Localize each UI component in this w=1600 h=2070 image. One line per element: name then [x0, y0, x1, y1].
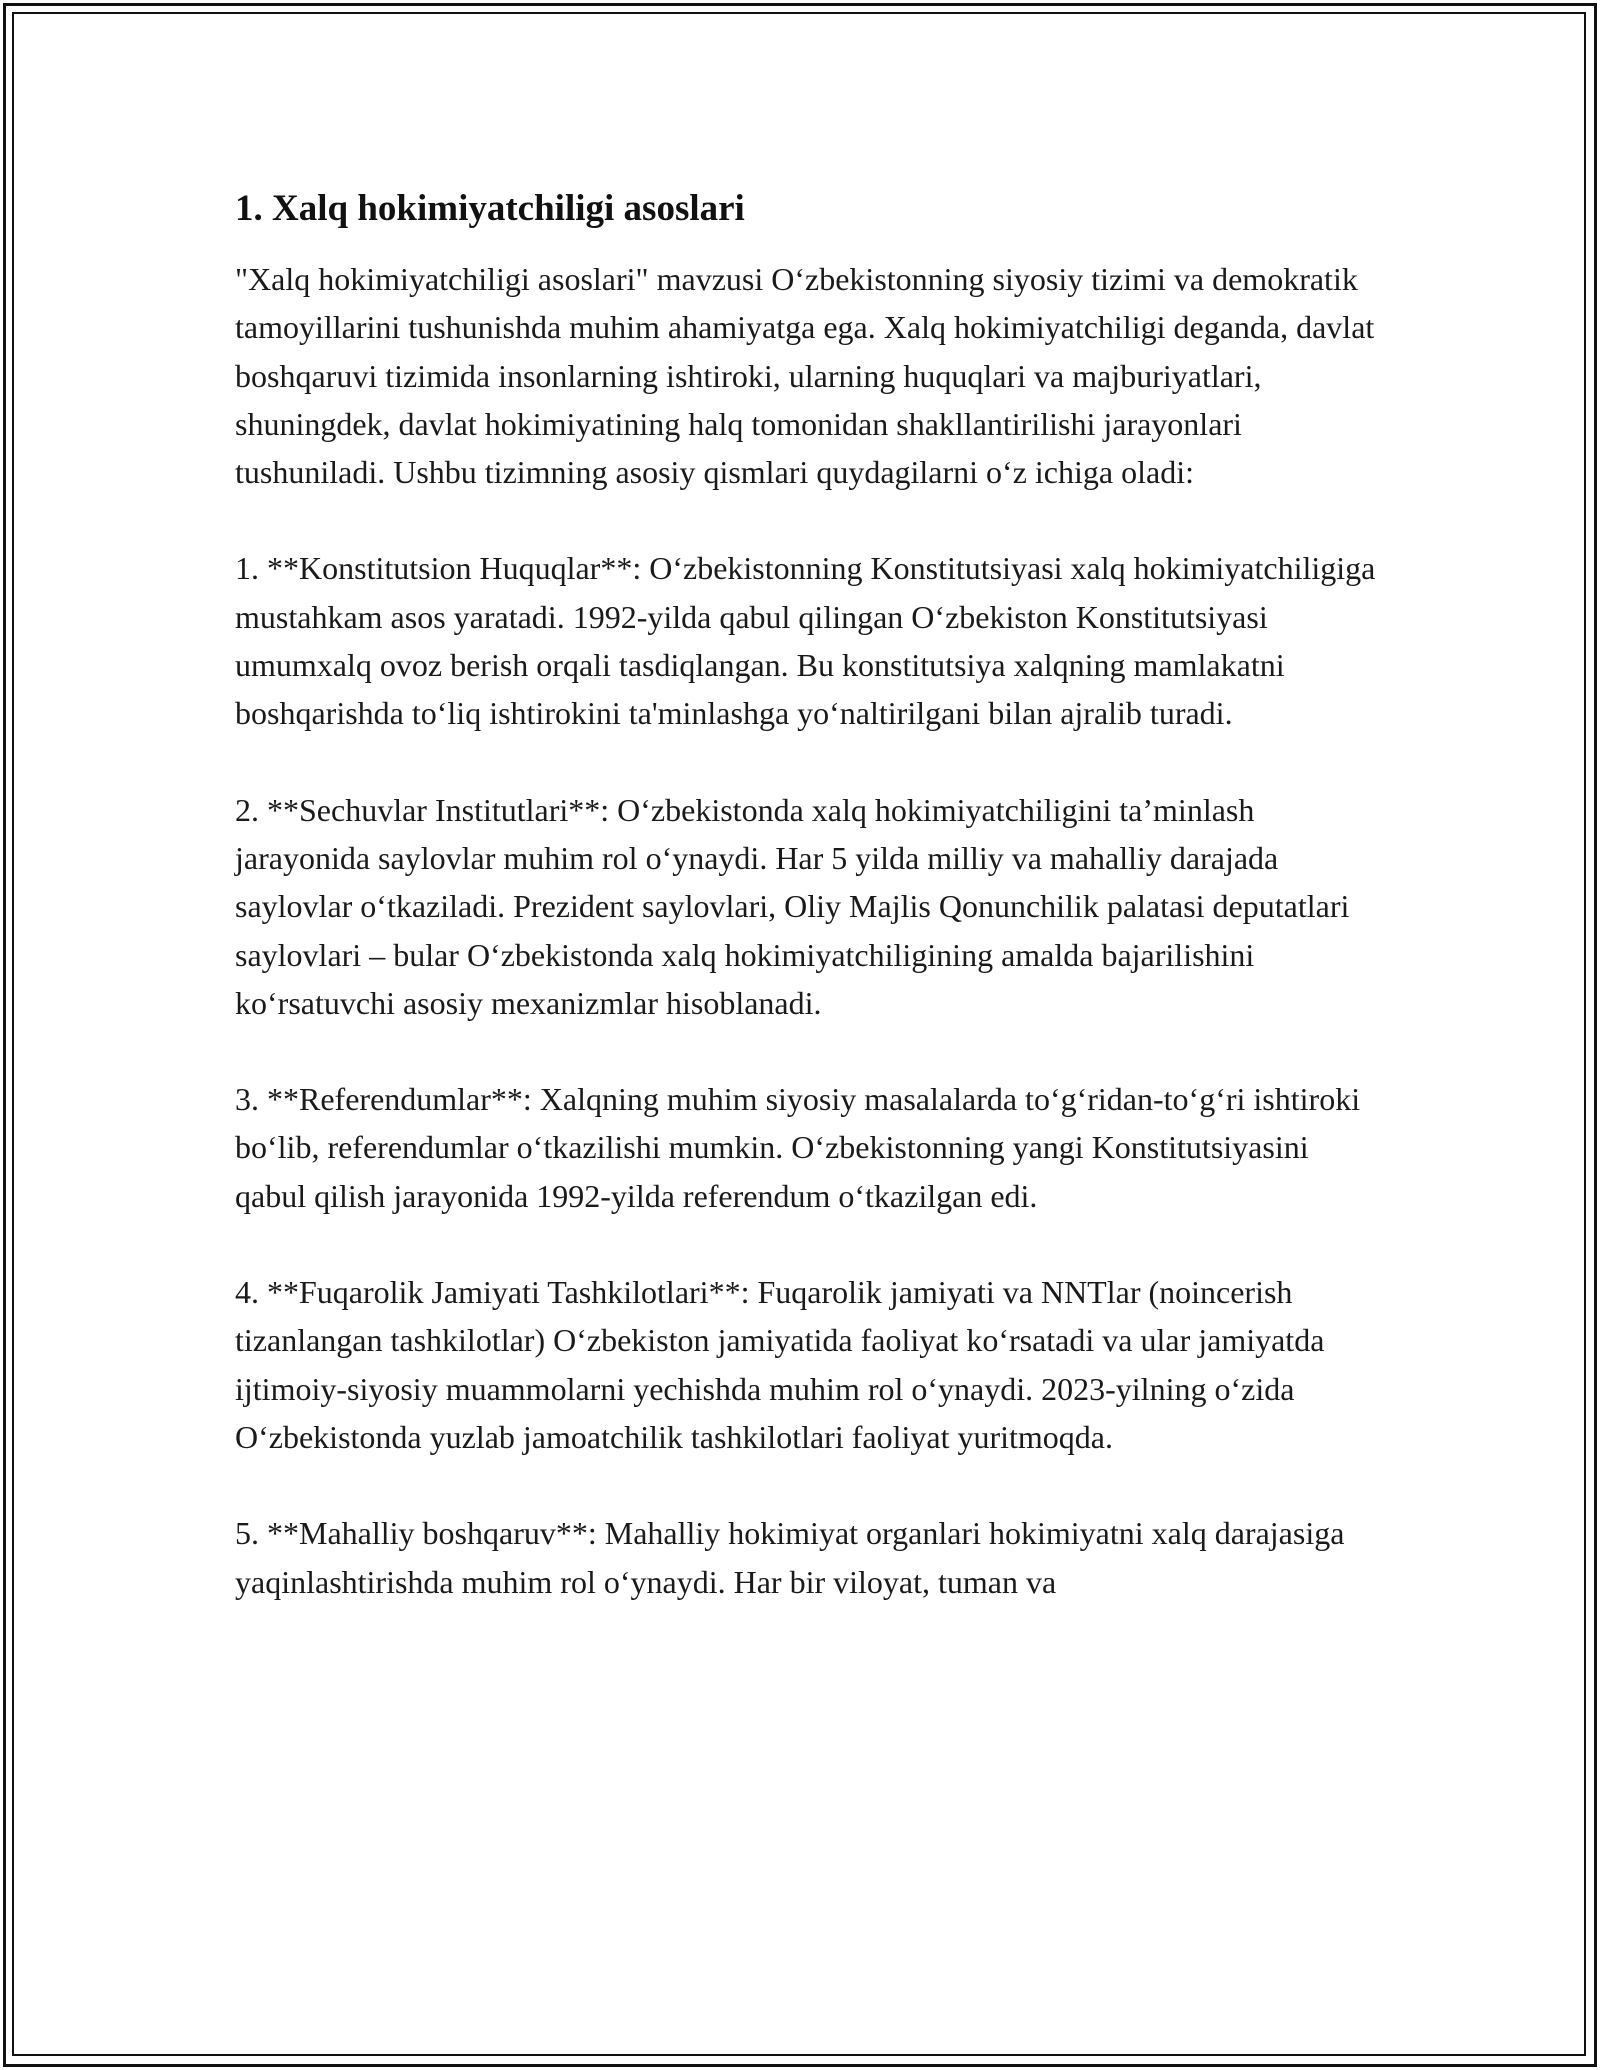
paragraph-fuqarolik-jamiyati: 4. **Fuqarolik Jamiyati Tashkilotlari**: Fuqarolik jamiyati va NNTlar (noincerish tizanlangan tashkilotlar) O‘zbekiston jamiyatida faoliyat ko‘rsatadi va ular jamiyatda ijtimoiy-siyosiy muammolarni yechishda muhim rol o‘ynaydi. 2023-yilning o‘zida O‘zbekistonda yuzlab jamoatchilik tashkilotlari faoliyat yuritmoqda.: [235, 1274, 1325, 1455]
paragraph-konstitutsion-huquqlar: 1. **Konstitutsion Huquqlar**: O‘zbekistonning Konstitutsiyasi xalq hokimiyatchiligiga mustahkam asos yaratadi. 1992-yilda qabul qilingan O‘zbekiston Konstitutsiyasi umumxalq ovoz berish orqali tasdiqlangan. Bu konstitutsiya xalqning mamlakatni boshqarishda to‘liq ishtirokini ta'minlashga yo‘naltirilgani bilan ajralib turadi.: [235, 550, 1376, 732]
document-body: [235, 185, 1380, 1654]
paragraph-mahalliy-boshqaruv: 5. **Mahalliy boshqaruv**: Mahalliy hokimiyat organlari hokimiyatni xalq darajasiga yaqinlashtirishda muhim rol o‘ynaydi. Har bir viloyat, tuman va: [235, 1515, 1345, 1600]
document-title: 1. Xalq hokimiyatchiligi asoslari: [235, 188, 745, 229]
paragraph-sechuvlar-institutlari: 2. **Sechuvlar Institutlari**: O‘zbekistonda xalq hokimiyatchiligini ta’minlash jarayonida saylovlar muhim rol o‘ynaydi. Har 5 yilda milliy va mahalliy darajada saylovlar o‘tkaziladi. Prezident saylovlari, Oliy Majlis Qonunchilik palatasi deputatlari saylovlari – bular O‘zbekistonda xalq hokimiyatchiligining amalda bajarilishini ko‘rsatuvchi asosiy mexanizmlar hisoblanadi.: [235, 791, 1350, 1021]
paragraph-referendumlar: 3. **Referendumlar**: Xalqning muhim siyosiy masalalarda to‘g‘ridan-to‘g‘ri ishtiroki bo‘lib, referendumlar o‘tkazilishi mumkin. O‘zbekistonning yangi Konstitutsiyasini qabul qilish jarayonida 1992-yilda referendum o‘tkazilgan edi.: [235, 1081, 1361, 1214]
intro-paragraph: "Xalq hokimiyatchiligi asoslari" mavzusi O‘zbekistonning siyosiy tizimi va demokratik tamoyillarini tushunishda muhim ahamiyatga ega. Xalq hokimiyatchiligi deganda, davlat boshqaruvi tizimida insonlarning ishtiroki, ularning huquqlari va majburiyatlari, shuningdek, davlat hokimiyatining halq tomonidan shakllantirilishi jarayonlari tushuniladi. Ushbu tizimning asosiy qismlari quydagilarni o‘z ichiga oladi:: [235, 261, 1375, 491]
